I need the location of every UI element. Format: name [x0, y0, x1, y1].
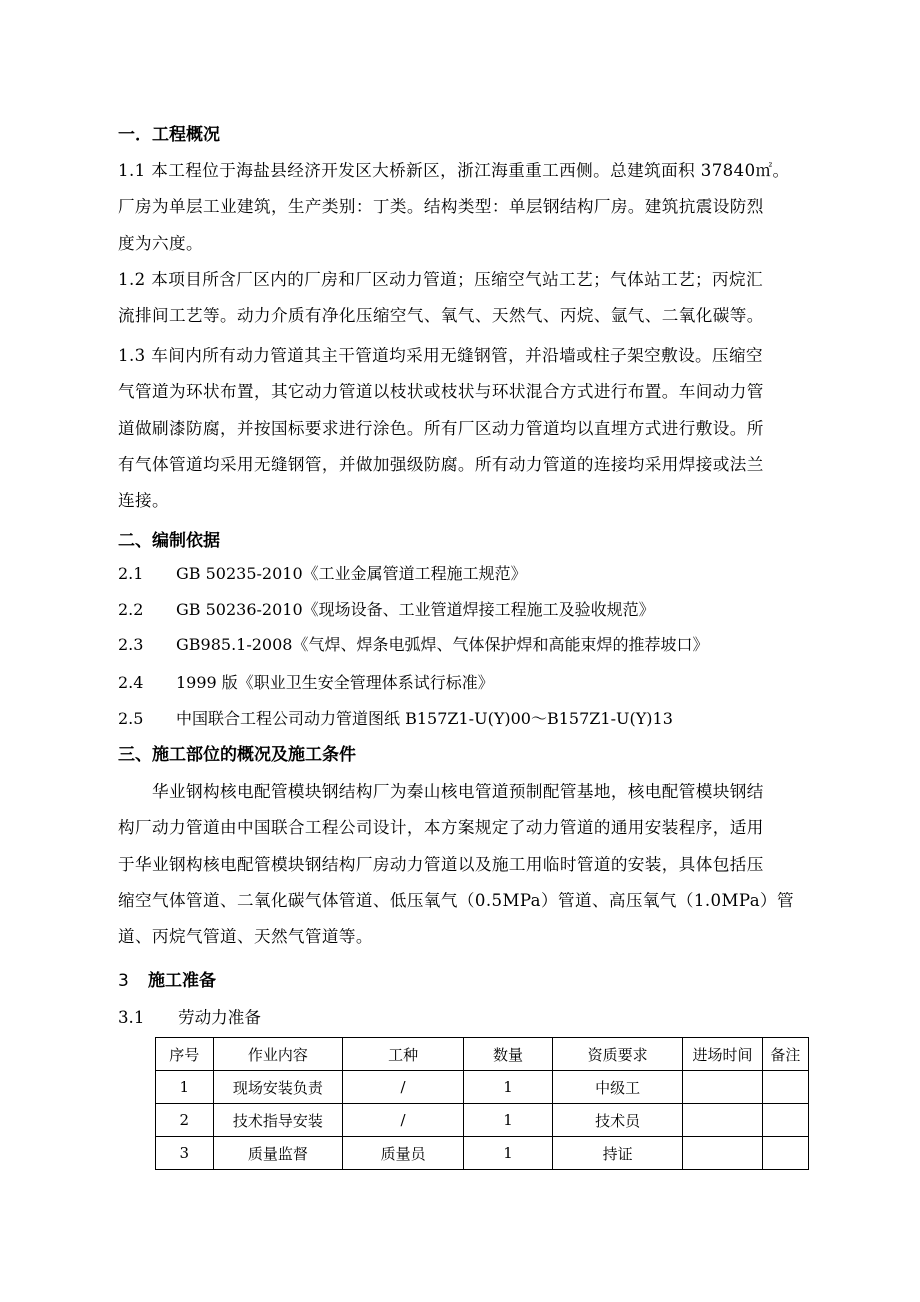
reference-number: 2.4 [118, 673, 144, 692]
reference-text: 1999 版《职业卫生安全管理体系试行标准》 [176, 673, 494, 692]
reference-text: GB 50236-2010《现场设备、工业管道焊接工程施工及验收规范》 [176, 600, 655, 619]
table-cell: 技术指导安装 [213, 1104, 342, 1137]
reference-number: 2.1 [118, 564, 144, 583]
table-cell [762, 1137, 808, 1170]
paragraph-line: 气管道为环状布置，其它动力管道以枝状或枝状与环状混合方式进行布置。车间动力管 [118, 382, 764, 402]
paragraph-line: 有气体管道均采用无缝钢管，并做加强级防腐。所有动力管道的连接均采用焊接或法兰 [118, 454, 764, 474]
table-cell: 1 [156, 1071, 214, 1104]
paragraph-1-2 [118, 262, 838, 335]
table-cell [683, 1137, 762, 1170]
table-cell: 现场安装负责 [213, 1071, 342, 1104]
reference-text: GB 50235-2010《工业金属管道工程施工规范》 [176, 564, 527, 583]
table-cell: 2 [156, 1104, 214, 1137]
section-heading-site-conditions: 三、施工部位的概况及施工条件 [118, 745, 356, 765]
paragraph-line: 厂房为单层工业建筑，生产类别：丁类。结构类型：单层钢结构厂房。建筑抗震设防烈 [118, 197, 764, 217]
column-header: 资质要求 [552, 1038, 682, 1071]
table-cell: 3 [156, 1137, 214, 1170]
column-header: 备注 [762, 1038, 808, 1071]
reference-item [118, 633, 708, 657]
table-cell: / [343, 1104, 464, 1137]
reference-item [118, 562, 527, 586]
table-cell: 1 [464, 1137, 553, 1170]
subsection-number: 3.1 [118, 1008, 145, 1027]
column-header: 作业内容 [213, 1038, 342, 1071]
paragraph-line: 道做刷漆防腐，并按国标要求进行涂色。所有厂区动力管道均以直埋方式进行敷设。所 [118, 418, 764, 438]
reference-number: 2.5 [118, 709, 144, 728]
section-number: 3 [118, 971, 129, 991]
paragraph-line: 流排间工艺等。动力介质有净化压缩空气、氧气、天然气、丙烷、氩气、二氧化碳等。 [118, 306, 764, 326]
table-cell: 中级工 [552, 1071, 682, 1104]
column-header: 序号 [156, 1038, 214, 1071]
paragraph-line: 于华业钢构核电配管模块钢结构厂房动力管道以及施工用临时管道的安装，具体包括压 [118, 854, 764, 874]
column-header: 数量 [464, 1038, 553, 1071]
reference-item [118, 707, 673, 731]
paragraph-site-conditions [118, 774, 838, 955]
table-header-row [156, 1038, 809, 1071]
section-title: 施工准备 [148, 971, 216, 991]
paragraph-1-3 [118, 338, 838, 519]
reference-number: 2.3 [118, 635, 144, 654]
subsection-heading-labor [118, 1006, 261, 1030]
reference-text: GB985.1-2008《气焊、焊条电弧焊、气体保护焊和高能束焊的推荐坡口》 [176, 635, 709, 654]
table-cell [762, 1104, 808, 1137]
section-heading-overview: 一．工程概况 [118, 125, 220, 145]
paragraph-line: 道、丙烷气管道、天然气管道等。 [118, 927, 373, 947]
labor-table [155, 1037, 809, 1170]
reference-item [118, 671, 494, 695]
paragraph-line: 1.3 车间内所有动力管道其主干管道均采用无缝钢管，并沿墙或柱子架空敷设。压缩空 [118, 346, 764, 365]
section-heading-preparation [118, 969, 216, 993]
reference-item [118, 598, 655, 622]
table-cell: / [343, 1071, 464, 1104]
paragraph-line: 华业钢构核电配管模块钢结构厂为秦山核电管道预制配管基地，核电配管模块钢结 [118, 782, 764, 801]
paragraph-1-1 [118, 153, 838, 262]
table-row [156, 1137, 809, 1170]
table-row [156, 1071, 809, 1104]
paragraph-line: 度为六度。 [118, 233, 203, 253]
table-cell: 质量员 [343, 1137, 464, 1170]
paragraph-line: 1.1 本工程位于海盐县经济开发区大桥新区，浙江海重重工西侧。总建筑面积 37840㎡。 [118, 161, 790, 180]
paragraph-line: 缩空气体管道、二氧化碳气体管道、低压氧气（0.5MPa）管道、高压氧气（1.0MPa）管 [118, 890, 794, 910]
paragraph-line: 连接。 [118, 491, 169, 511]
table-cell [683, 1104, 762, 1137]
table-cell: 持证 [552, 1137, 682, 1170]
table-cell: 1 [464, 1104, 553, 1137]
section-heading-basis: 二、编制依据 [118, 531, 220, 551]
reference-text: 中国联合工程公司动力管道图纸 B157Z1-U(Y)00～B157Z1-U(Y)13 [176, 709, 673, 728]
table-cell [683, 1071, 762, 1104]
paragraph-line: 1.2 本项目所含厂区内的厂房和厂区动力管道；压缩空气站工艺；气体站工艺；丙烷汇 [118, 270, 764, 289]
table-cell [762, 1071, 808, 1104]
column-header: 工种 [343, 1038, 464, 1071]
table-row [156, 1104, 809, 1137]
table-cell: 1 [464, 1071, 553, 1104]
paragraph-line: 构厂动力管道由中国联合工程公司设计，本方案规定了动力管道的通用安装程序，适用 [118, 818, 764, 838]
table-cell: 质量监督 [213, 1137, 342, 1170]
reference-number: 2.2 [118, 600, 144, 619]
table-cell: 技术员 [552, 1104, 682, 1137]
column-header: 进场时间 [683, 1038, 762, 1071]
subsection-title: 劳动力准备 [178, 1008, 261, 1027]
